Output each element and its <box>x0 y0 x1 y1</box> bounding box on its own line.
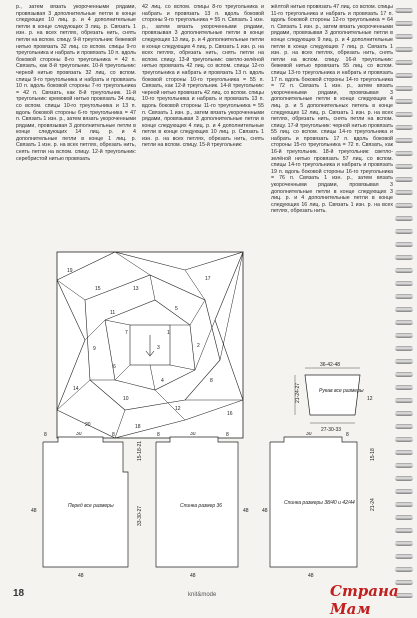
binding-ring <box>395 385 413 390</box>
triangle-number: 20 <box>85 422 91 428</box>
back38-top-right: 8 <box>346 432 349 438</box>
binding-ring <box>395 437 413 442</box>
triangle-number: 3 <box>157 345 160 351</box>
triangle-number: 5 <box>175 306 178 312</box>
triangle-number: 9 <box>93 346 96 352</box>
back38-armhole: 15-18 <box>370 448 376 461</box>
binding-ring <box>395 333 413 338</box>
back36-top-left: 8 <box>157 432 160 438</box>
triangle-number: 11 <box>110 310 116 316</box>
binding-ring <box>395 8 413 13</box>
back-36-schematic <box>148 432 258 582</box>
triangle-number: 4 <box>161 378 164 384</box>
binding-ring <box>395 268 413 273</box>
triangle-number: 6 <box>113 364 116 370</box>
binding-ring <box>395 541 413 546</box>
binding-ring <box>395 177 413 182</box>
triangle-number: 18 <box>135 424 141 430</box>
binding-ring <box>395 21 413 26</box>
binding-ring <box>395 125 413 130</box>
binding-ring <box>395 86 413 91</box>
front-top-left: 8 <box>44 432 47 438</box>
back38-top-left: 30 <box>306 432 312 437</box>
binding-ring <box>395 203 413 208</box>
binding-ring <box>395 281 413 286</box>
binding-ring <box>395 320 413 325</box>
binding-ring <box>395 112 413 117</box>
text-column-1 <box>16 4 136 247</box>
binding-ring <box>395 554 413 559</box>
triangle-number: 10 <box>123 396 129 402</box>
binding-ring <box>395 567 413 572</box>
binding-ring <box>395 229 413 234</box>
binding-ring <box>395 502 413 507</box>
instructions-text: р., затем вязать укороченными рядами, провязывая 3 дополнительные петли в конце следующих 10 лиц. р. и 4 дополнительные петли в конце следующих 3 лиц. р. Связать 1 изн. р. на всех петлях, обрезать нить, снять петли на вспом. спицу. 9-й треугольник: бежевой нитью провязать 32 лиц. со вспом. спицы 9-го треугольника и набрать и провязать 10 п. вдоль боковой стороны 8-го треугольника = 42 п. Связать, как 8-й треугольник. 10-й треугольник: черной нитью провязать 32 лиц. со вспом. спицы 9-го треугольника и набрать и провязать 10 п. вдоль боковой стороны 7-го треугольника = 42 п. Связать, как 8-й треугольник. 11-й треугольник: кремовой нитью провязать 34 лиц. со вспом. спицы 10-го треугольника и 13 п. вдоль боковой стороны 6-го треугольника = 47 п. Связать 1 изн. р., затем вязать укороченными рядами, провязывая 3 дополнительные петли в конце следующих 14 лиц. р. и 4 дополнительные петли в конце 1 лиц. р. Связать 1 изн. р. на всех петлях, обрезать нить, снять петли на вспом. спицу. 12-й треугольник: серебристой нитью провязать <box>16 4 136 162</box>
binding-ring <box>395 255 413 260</box>
triangle-number: 13 <box>133 286 139 292</box>
back36-label: Спинка размер 36 <box>180 503 223 509</box>
sleeve-height-measure: 21-24-27 <box>295 382 301 403</box>
binding-ring <box>395 346 413 351</box>
front-bottom: 48 <box>78 573 84 579</box>
binding-ring <box>395 242 413 247</box>
binding-ring <box>395 476 413 481</box>
triangle-number: 1 <box>167 330 170 336</box>
binding-ring <box>395 307 413 312</box>
binding-ring <box>395 359 413 364</box>
triangle-number: 8 <box>210 378 213 384</box>
binding-ring <box>395 528 413 533</box>
back38-bottom: 48 <box>308 573 314 579</box>
binding-ring <box>395 216 413 221</box>
instructions-text: жёлтой нитью провязать 47 лиц. со вспом. спицы 11-го треугольника и набрать и провязать 17 п. вдоль боковой стороны 12-го треугольника = 64 п. Связать 1 изн. р., затем вязать укороченными рядами, провязывая 3 дополнительные петли в конце следующих 9 лиц. р. и 4 дополнительные петли в конце следующих 7 лиц. р. Связать 1 изн. р. на всех петлях, обрезать нить, снять петли на вспом. спицу. 16-й треугольник: бежевой нитью провязать 55 лиц. со вспом. спицы 13-го треугольника и набрать и провязать 17 п. вдоль боковой стороны 14-го треугольника = 72 п. Связать 1 изн. р., затем вязать укороченными рядами, провязывая 3 дополнительные петли в конце следующих 4 лиц. р. и 5 дополнительных петель в конце следующих 12 лиц. р. Связать 1 изн. р. на всех петлях, обрезать нить, снять петли на вспом. спицу. 17-й треугольник: черной нитью провязать 55 лиц. со вспом. спицы 14-го треугольника и набрать и провязать 17 п. вдоль боковой стороны 15-го треугольника = 72 п. Связать, как 16-й треугольник. 18-й треугольник: светло-зелёной нитью провязать 57 лиц. со вспом. спицы 14-го треугольника и набрать и провязать 19 п. вдоль боковой стороны 16-го треугольника = 76 п. Связать 1 изн. р., затем вязать укороченными рядами, провязывая 3 дополнительные петли в конце следующих 3 лиц. р. и 4 дополнительные петли в конце следующих 16 лиц. р. Связать 1 изн. р. на всех петлях, обрезать нить. <box>271 4 393 215</box>
site-watermark: Страна Мам <box>330 582 399 618</box>
binding-ring <box>395 294 413 299</box>
binding-ring <box>395 515 413 520</box>
triangle-number: 19 <box>67 268 73 274</box>
binding-ring <box>395 47 413 52</box>
front-side: 48 <box>31 508 37 514</box>
text-column-2 <box>142 4 264 247</box>
sleeve-top-measure: 36-42-48 <box>320 362 341 368</box>
binding-ring <box>395 411 413 416</box>
back36-bottom: 48 <box>190 573 196 579</box>
back-38-schematic <box>262 432 392 582</box>
binding-ring <box>395 73 413 78</box>
triangle-number: 7 <box>125 330 128 336</box>
back38-side: 48 <box>262 508 268 514</box>
front-inner: 33-30-27 <box>137 505 143 526</box>
triangle-number: 14 <box>73 386 79 392</box>
binding-ring <box>395 463 413 468</box>
binding-ring <box>395 372 413 377</box>
binding-ring <box>395 190 413 195</box>
spiral-binding <box>395 0 417 610</box>
binding-ring <box>395 398 413 403</box>
sleeve-schematic <box>285 360 395 435</box>
triangle-number: 2 <box>197 343 200 349</box>
back36-top-right: 8 <box>226 432 229 438</box>
binding-ring <box>395 34 413 39</box>
triangle-number: 12 <box>175 406 181 412</box>
binding-ring <box>395 99 413 104</box>
magazine-brand: knit&mode <box>188 592 217 598</box>
binding-ring <box>395 424 413 429</box>
front-label: Перед все размеры <box>68 503 114 509</box>
front-schematic <box>28 432 146 582</box>
front-armhole: 15-18-21 <box>137 440 143 461</box>
sleeve-label: Рукав все размеры <box>319 388 364 394</box>
page-number: 18 <box>13 588 25 599</box>
binding-ring <box>395 138 413 143</box>
instructions-text: 42 лиц. со вспом. спицы 8-го треугольника и набрать и провязать 13 п. вдоль боковой стороны 9-го треугольника = 55 п. Связать 1 изн. р., затем вязать укороченными рядами, провязывая 3 дополнительные петли в конце следующих 13 лиц. р. и 4 дополнительные петли в конце следующих 4 лиц. р. Связать 1 изн. р. на всех петлях, обрезать нить, снять петли на вспом. спицу. 13-й треугольник: светло-зелёной нитью провязать 42 лиц. со вспом. спицы 12-го треугольника и набрать и провязать 13 п. вдоль боковой стороны 10-го треугольника = 55 п. Связать, как 12-й треугольник. 14-й треугольник: черной нитью провязать 42 лиц. со вспом. спицы 10-го треугольника и набрать и провязать 13 п. вдоль боковой стороны 11-го треугольника = 55 п. Связать 1 изн. р., затем вязать укороченными рядами, провязывая 3 дополнительные петли в конце следующих 4 лиц. р. и 4 дополнительные петли в конце следующих 10 лиц. р. Связать 1 изн. р. на всех петлях, обрезать нить, снять петли на вспом. спицу. 15-й треугольник: <box>142 4 264 149</box>
front-top-right: 8 <box>112 432 115 438</box>
text-column-3 <box>271 4 393 344</box>
sleeve-bottom-measure: 27-30-33 <box>321 427 342 433</box>
triangle-number: 17 <box>205 276 211 282</box>
binding-ring <box>395 489 413 494</box>
back36-side: 48 <box>243 508 249 514</box>
back38-inner: 21-24 <box>370 498 376 511</box>
binding-ring <box>395 164 413 169</box>
triangle-number: 15 <box>95 286 101 292</box>
back38-label: Спинка размеры 38/40 и 42/44 <box>284 500 355 506</box>
binding-ring <box>395 151 413 156</box>
sleeve-side-measure: 12 <box>367 396 373 402</box>
front-top-mid: 30 <box>76 432 82 437</box>
triangle-spiral-diagram <box>55 250 245 440</box>
triangle-number: 16 <box>227 411 233 417</box>
binding-ring <box>395 60 413 65</box>
back36-top-mid: 30 <box>190 432 196 437</box>
binding-ring <box>395 450 413 455</box>
